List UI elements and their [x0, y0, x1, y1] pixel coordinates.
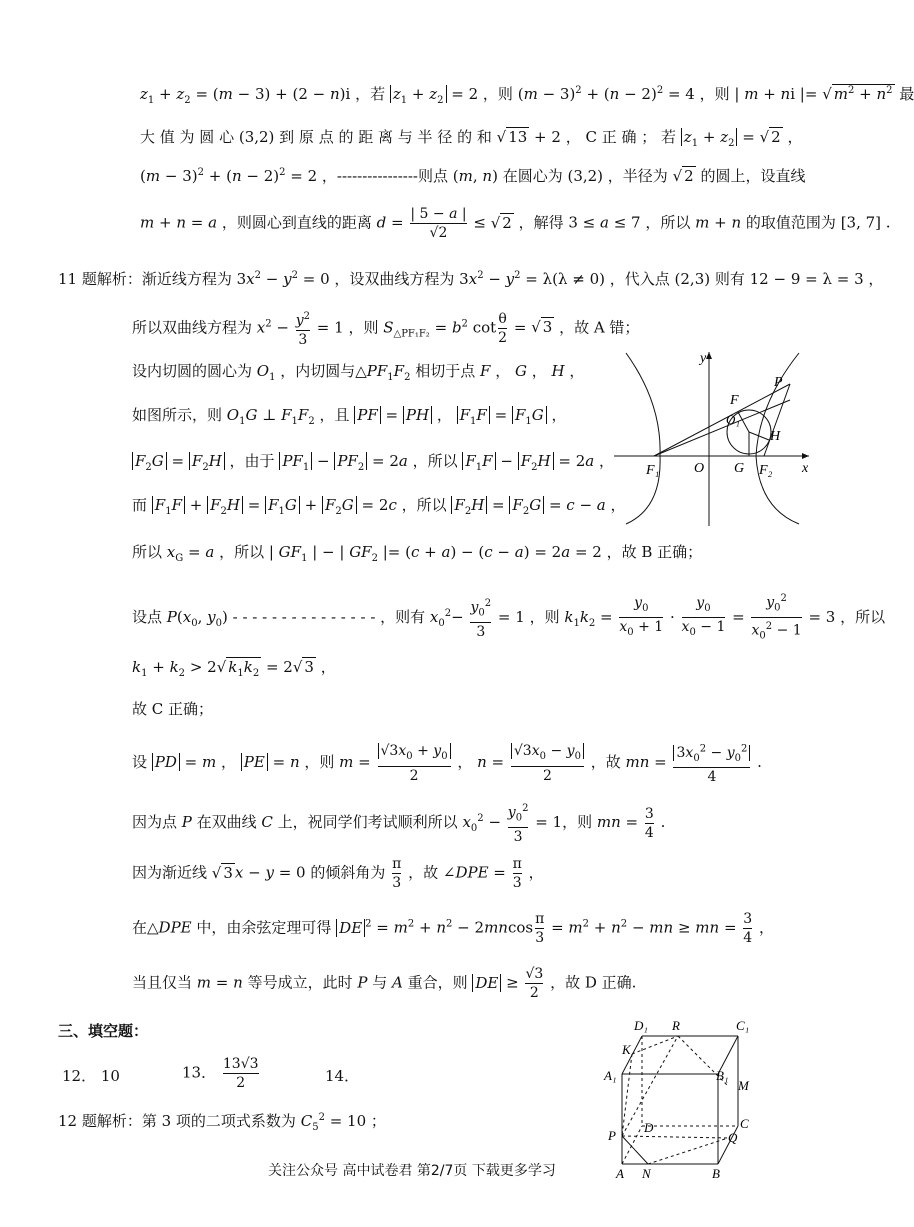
- fig1-label-O: O: [694, 461, 705, 476]
- fig2-label-A1: A₁: [604, 1068, 617, 1083]
- answer-13: [182, 1055, 261, 1092]
- p11-line-14: 在△DPE 中，由余弦定理可得 DE $^2 = m^2 + n^2 - 2mncos$ $\frac{\pi}{3}$ = $m^2 + n^2$ − mn ≥ mn = $\frac{3}{4}$ ，: [132, 911, 774, 946]
- p11-line-5: $F_2G = F_2H$ ，由于 $PF_1 - PF_2 = 2a$ ，所以 $F_1F - F_2H = 2a$ ，: [132, 450, 614, 473]
- p11-line-15: 当且仅当 m = n 等号成立，此时 P 与 A 重合，则 DE ≥ $\frac{√3}{2}$ ，故 D 正确.: [132, 966, 637, 1001]
- fig1-label-F: F: [730, 393, 739, 408]
- fig2-label-P: P: [608, 1128, 616, 1143]
- fig1-label-x: x: [802, 461, 809, 476]
- p10-line-4: m + n = a ，则圆心到直线的距离 d = $\frac{| 5 - a |}{√2}$ ≤ √ 2 ，解得 3 ≤ a ≤ 7 ，所以 m + n 的取值范围为 [3, 7] .: [140, 206, 891, 241]
- fig2-label-K: K: [622, 1042, 631, 1057]
- p10-line-1: $z_1 + z_2 = (m - 3) + (2 - n)i$ ，若 $z_1 + z_2 = 2$ ，则 $(m - 3)^2 + (n - 2)^2 = 4$ ，则 | m + ni |= √ $m^2 + n^2$ 最: [140, 85, 914, 106]
- answer-12-number: 12．: [62, 1067, 97, 1085]
- p11-line-4: 如图所示，则 $O_1G$ ⊥ $F_1F_2$ ，且 PF = PH ， $F_1F = F_1G$ ，: [132, 406, 567, 427]
- p10-line-3: $(m - 3)^2 + (n - 2)^2 = 2$ ，----------------则点 (m, n) 在圆心为 (3,2) ，半径为 √ 2 的圆上，设直线: [140, 167, 806, 185]
- p11-line-9: $k_1 + k_2 > 2√$ $k_1k_2 = 2√$ 3 ，: [132, 658, 336, 679]
- page-footer: 关注公众号 高中试卷君 第2/7页 下载更多学习: [268, 1163, 556, 1179]
- fig1-label-G: G: [734, 461, 745, 476]
- p10-line-2: 大 值 为 圆 心 (3,2) 到 原 点 的 距 离 与 半 径 的 和 √ 13 + 2 ， C 正 确 ； 若 $z_1 + z_2$ = √ 2 ，: [140, 128, 803, 149]
- fig1-label-F1: F₁: [646, 463, 660, 478]
- section-title: 三、填空题：: [58, 1022, 149, 1040]
- hyperbola-figure: [614, 348, 814, 528]
- p11-line-7: 所以 $x_G = a$ ，所以 | $GF_1$ | − | $GF_2$ |= (c + a) − (c − a) = 2a = 2 ，故 B 正确；: [132, 543, 703, 564]
- cube-figure: [598, 1018, 768, 1183]
- fig2-label-C: C: [740, 1116, 749, 1131]
- p11-line-6: 而 $F_1F + F_2H = F_1G + F_2G = 2c$ ，所以 $F_2H = F_2G = c - a$ ，: [132, 496, 626, 517]
- answer-12-value: 10: [100, 1067, 120, 1085]
- p12-solution: 12 题解析：第 3 项的二项式系数为 $C_5^2 = 10$ ；: [58, 1112, 386, 1133]
- p11-line-11: 设 PD = m ， PE = n ，则 m = $\frac{√3x_0 + y_0}{2}$ ， n = $\frac{√3x_0 - y_0}{2}$ ，故 mn = $\frac{3x_0^2 - y_0^2}{4}$ .: [132, 742, 762, 786]
- fig1-label-y: y: [700, 351, 707, 366]
- p11-line-3: 设内切圆的圆心为 $O_1$ ，内切圆与$\triangle PF_1F_2$ 相切于点 F ， G ， H ，: [132, 362, 585, 383]
- fig1-label-H: H: [770, 429, 781, 444]
- fig2-label-D: D: [644, 1120, 654, 1135]
- fig1-label-P: P: [774, 375, 783, 390]
- p11-line-12: 因为点 P 在双曲线 C 上，祝同学们考试顺利所以 $x_0^2$ − $\frac{y_0^2}{3}$ = 1，则 mn = $\frac{3}{4}$ .: [132, 803, 666, 846]
- p11-line-8: 设点 $P(x_0$, $y_0$) - - - - - - - - - - - - - - - ，则有 $x_0^2-$ $\frac{y_0^2}{3}$ = 1 ，则 $k_1k_2$ = $\frac{y_0}{x_0 + 1}$ · $\frac{y_0}{x_0 - 1}$ = $\frac{y_0^2}{x_0^2 - 1}$ = 3 ，所以: [132, 590, 885, 646]
- answer-13-value: $\frac{13√3}{2}$: [222, 1056, 259, 1091]
- fig1-label-F2: F₂: [759, 463, 773, 478]
- p11-line-10: 故 C 正确；: [132, 700, 214, 718]
- answer-12: [62, 1065, 120, 1086]
- p11-line-1: 11 题解析：渐近线方程为 $3x^2 - y^2 = 0$ ，设双曲线方程为 $3x^2 - y^2 = \lambda(\lambda \ne 0)$ ，代入点 (2,3) 则有 12 − 9 = λ = 3 ，: [58, 270, 884, 288]
- answer-13-number: 13．: [182, 1063, 217, 1082]
- fig2-label-N: N: [642, 1166, 651, 1181]
- p11-line-13: 因为渐近线 √ 3 x − y = 0 的倾斜角为 $\frac{\pi}{3}$ ，故 ∠DPE = $\frac{\pi}{3}$ ，: [132, 856, 544, 891]
- p11-line-2: 所以双曲线方程为 $x^2$ − $\frac{y^2}{3}$ = 1 ，则 $S_{\triangle PF_1F_2} = b^2$ cot $\frac{\theta}{2}$ = √ 3 ，故 A 错；: [132, 310, 640, 348]
- fig2-label-C1: C₁: [736, 1018, 750, 1033]
- fig2-label-B: B: [712, 1166, 720, 1181]
- fig2-label-D1: D₁: [634, 1018, 648, 1033]
- answer-14-number: 14．: [325, 1067, 360, 1085]
- fig1-label-O1: O₁: [726, 412, 740, 427]
- fig2-label-Q: Q: [728, 1130, 738, 1145]
- fig2-label-B1: B₁: [716, 1068, 729, 1083]
- fig2-label-R: R: [672, 1018, 680, 1033]
- fig2-label-A: A: [616, 1166, 624, 1181]
- fig2-label-M: M: [738, 1078, 749, 1093]
